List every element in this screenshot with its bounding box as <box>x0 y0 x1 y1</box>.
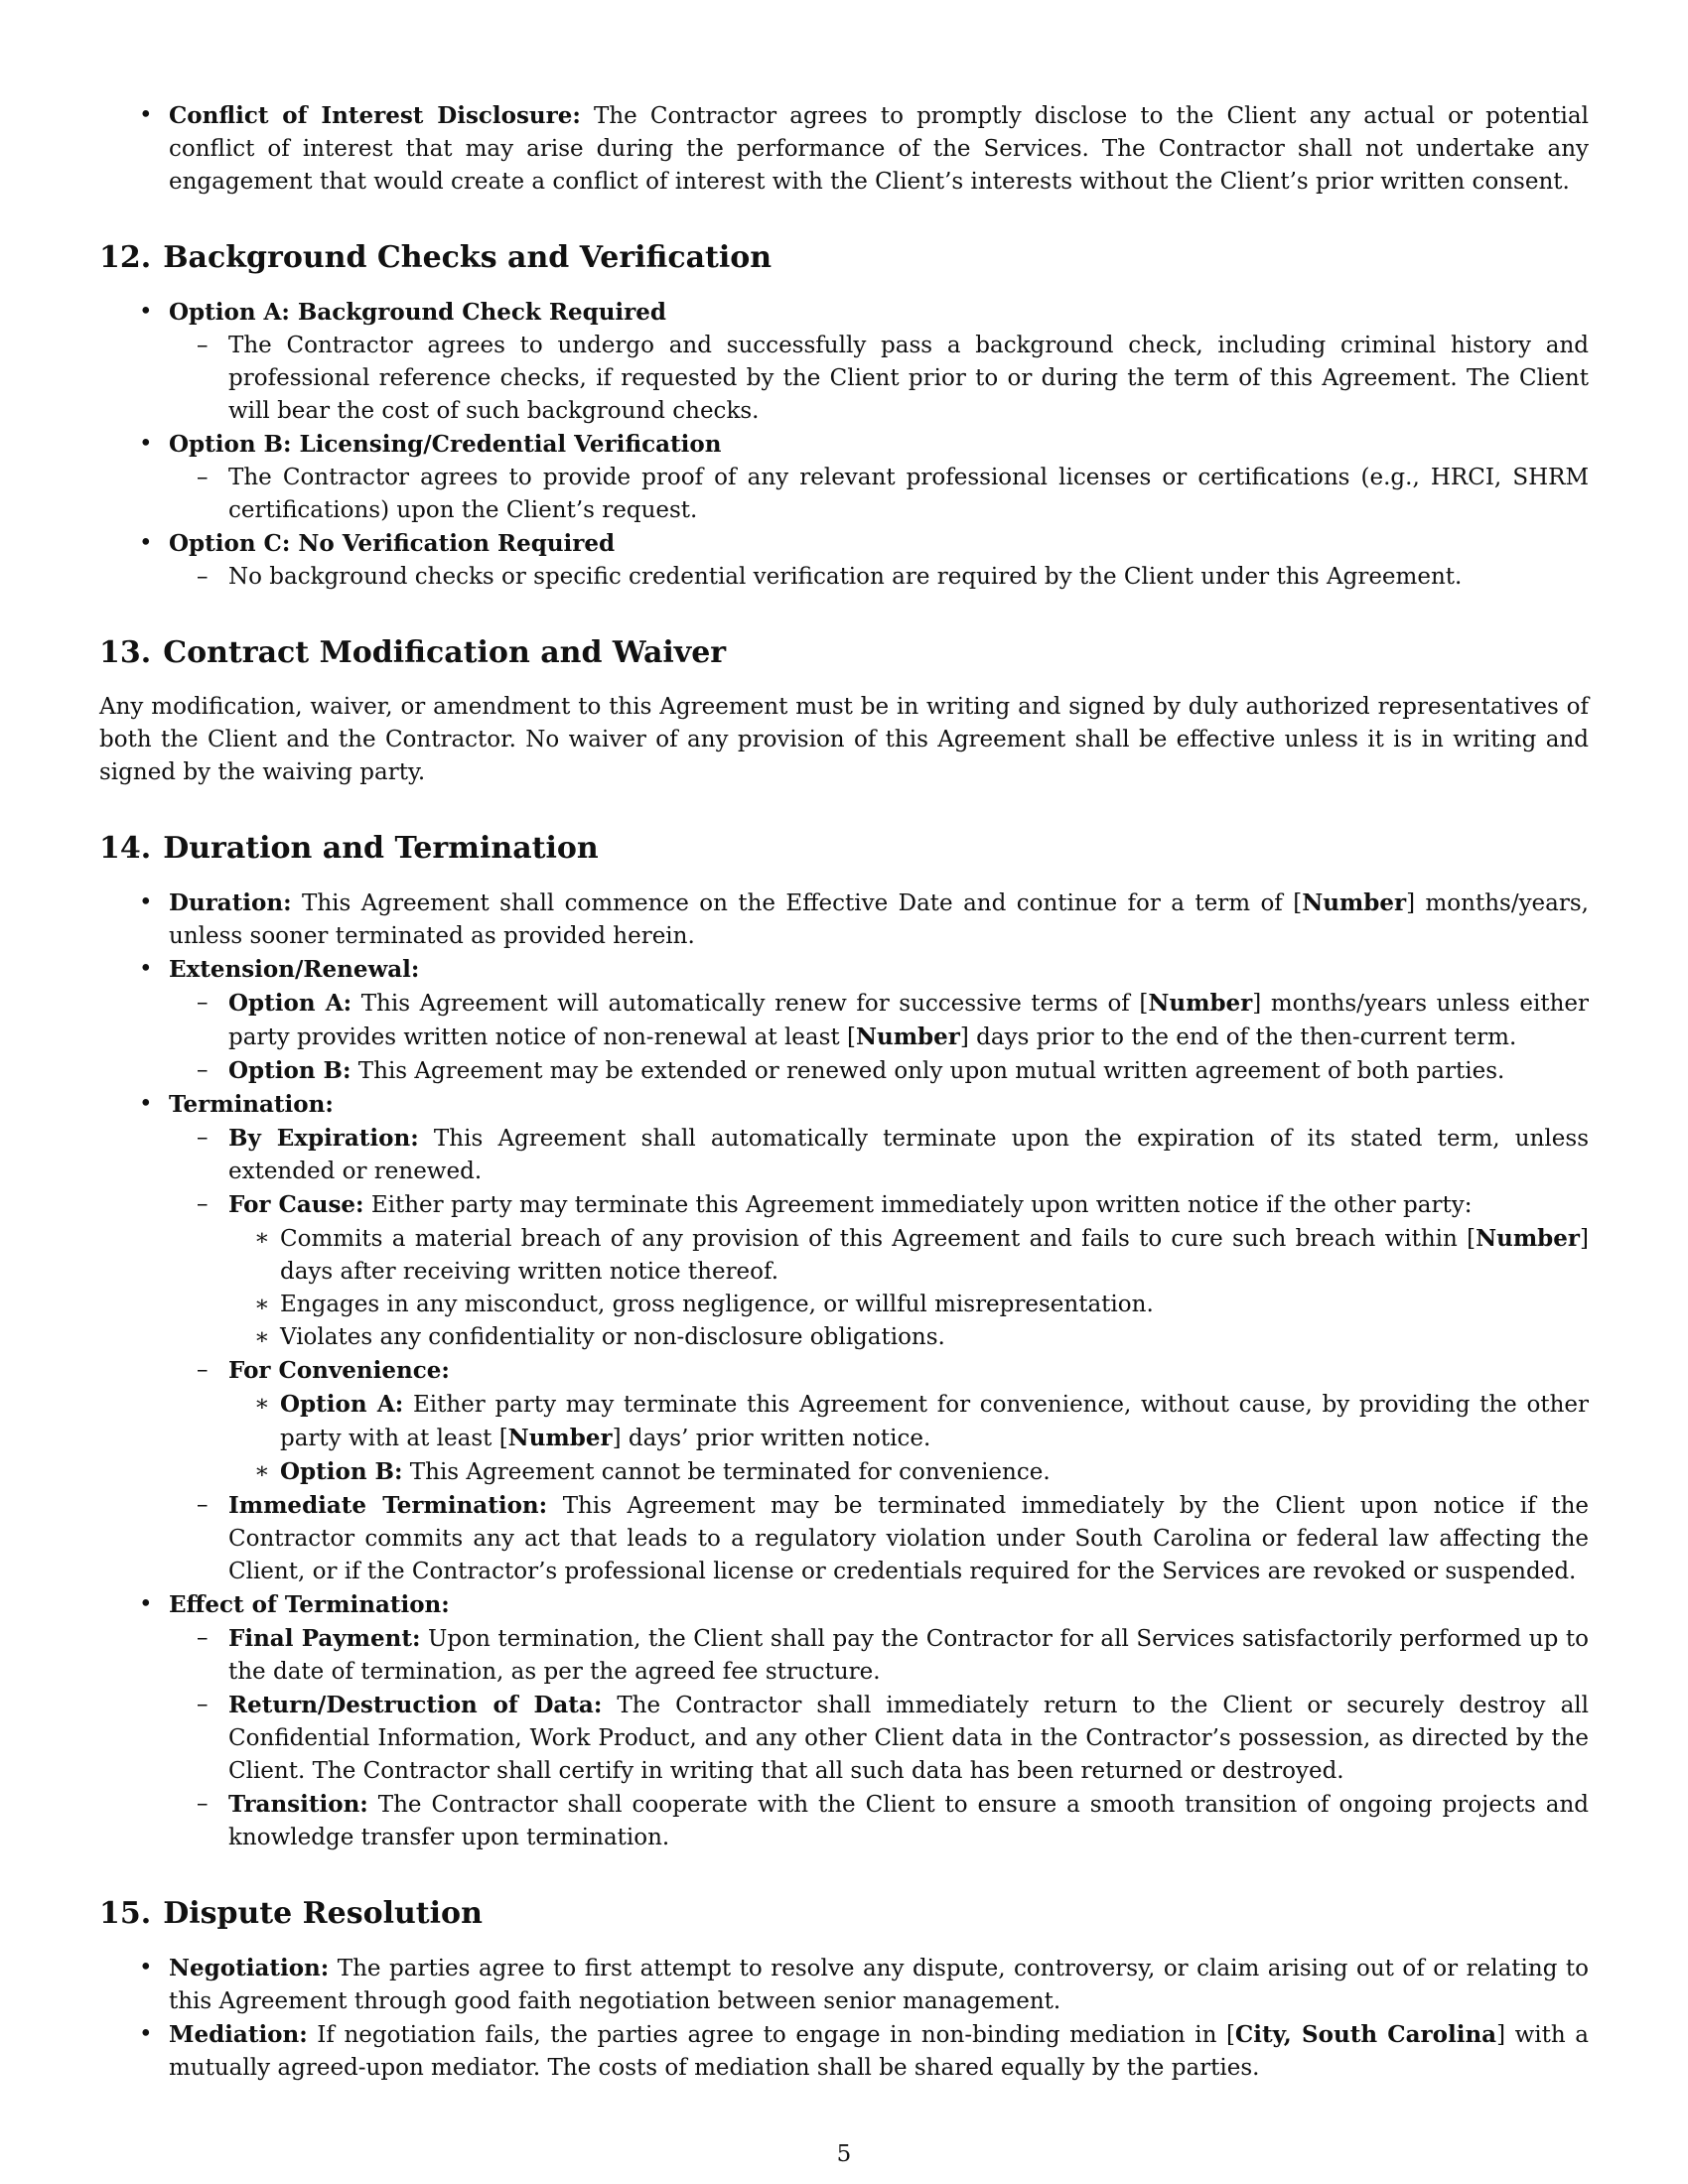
list-item: – Return/Destruction of Data: The Contractor shall immediately return to the Client or securely destroy all Confidential Information, Work Product, and any other Client data in the Contractor’s possession, as directed by the Client. The Contractor shall certify in writing that all such data has been returned or destroyed. <box>197 1692 1589 1784</box>
list-item: – Transition: The Contractor shall cooperate with the Client to ensure a smooth transition of ongoing projects and knowledge transfer upon termination. <box>197 1791 1589 1850</box>
list-item: – Final Payment: Upon termination, the Client shall pay the Contractor for all Services satisfactorily performed up to the date of termination, as per the agreed fee structure. <box>197 1625 1589 1685</box>
list-item: • Option C: No Verification Required – No background checks or specific credential verification are required by the Client under this Agreement. <box>99 527 1589 594</box>
list-item: ∗ Engages in any misconduct, gross negligence, or willful misrepresentation. <box>254 1292 1154 1317</box>
section-heading-13: 13. Contract Modification and Waiver <box>99 635 727 670</box>
list-item: • Option A: Background Check Required – The Contractor agrees to undergo and successfully pass a background check, including criminal history and professional reference checks, if requested by the Client prior to or during the term of this Agreement. The Client will bear the cost of such background checks. <box>99 296 1589 428</box>
list-item: • Effect of Termination: – Final Payment: Upon termination, the Client shall pay the Contractor for all Services satisfactorily performed up to the date of termination, as per the agreed fee structure. – Return/Destruction of Data: The Contractor shall immediately return to the Client or securely destroy all Confidential Information, Work Product, and any other Client data in the Contractor’s possession, as directed by the Client. The Contractor shall certify in writing that all such data has been returned or destroyed. – Transition: The Contractor shall cooperate with the Client to ensure a smooth transition of ongoing projects and knowledge transfer upon termination. <box>99 1588 1589 1854</box>
list-item: – For Convenience: ∗ Option A: Either party may terminate this Agreement for convenience, without cause, by providing the other party with at least [Number] days’ prior written notice. ∗ Option B: This Agreement cannot be terminated for convenience. <box>169 1354 1589 1489</box>
intro-list <box>99 99 1589 199</box>
list-item: ∗ Commits a material breach of any provision of this Agreement and fails to cure such breach within [Number] days after receiving written notice thereof. <box>254 1225 1589 1285</box>
list-item: • Extension/Renewal: – Option A: This Agreement will automatically renew for successive terms of [Number] months/years unless either party provides written notice of non-renewal at least [Number] days prior to the end of the then-current term. – Option B: This Agreement may be extended or renewed only upon mutual written agreement of both parties. <box>99 953 1589 1088</box>
list-item: ∗ Option B: This Agreement cannot be terminated for convenience. <box>254 1458 1051 1485</box>
list-item: – The Contractor agrees to provide proof of any relevant professional licenses or certifications (e.g., HRCI, SHRM certifications) upon the Client’s request. <box>197 465 1589 523</box>
list-item: ∗ Option A: Either party may terminate this Agreement for convenience, without cause, by providing the other party with at least [Number] days’ prior written notice. <box>254 1391 1589 1451</box>
list-item: • Negotiation: The parties agree to first attempt to resolve any dispute, controversy, or claim arising out of or relating to this Agreement through good faith negotiation between senior management. <box>139 1955 1589 2014</box>
list-item: – The Contractor agrees to undergo and successfully pass a background check, including criminal history and professional reference checks, if requested by the Client prior to or during the term of this Agreement. The Client will bear the cost of such background checks. <box>197 333 1589 424</box>
list-item: – Option A: This Agreement will automatically renew for successive terms of [Number] months/years unless either party provides written notice of non-renewal at least [Number] days prior to the end of the then-current term. <box>197 990 1589 1050</box>
list-item: • Duration: This Agreement shall commence on the Effective Date and continue for a term of [Number] months/years, unless sooner terminated as provided herein. <box>139 889 1589 949</box>
list-item: – Option B: This Agreement may be extended or renewed only upon mutual written agreement of both parties. <box>197 1057 1505 1084</box>
list-item: – Immediate Termination: This Agreement may be terminated immediately by the Client upon notice if the Contractor commits any act that leads to a regulatory violation under South Carolina or federal law affecting the Client, or if the Contractor’s professional license or credentials required for the Services are revoked or suspended. <box>197 1492 1589 1584</box>
list-item: – No background checks or specific credential verification are required by the Client under this Agreement. <box>197 564 1463 590</box>
section-heading-12: 12. Background Checks and Verification <box>99 240 773 275</box>
section-heading-15: 15. Dispute Resolution <box>99 1896 483 1931</box>
list-item: – By Expiration: This Agreement shall automatically terminate upon the expiration of its stated term, unless extended or renewed. <box>197 1125 1590 1184</box>
section-heading-14: 14. Duration and Termination <box>99 831 599 866</box>
section-15-list <box>99 1952 1589 2085</box>
list-item: – For Cause: Either party may terminate this Agreement immediately upon written notice if the other party: ∗ Commits a material breach of any provision of this Agreement and fails to cure such breach within [Number] days after receiving written notice thereof. ∗ Engages in any misconduct, gross negligence, or willful misrepresentation. ∗ Violates any confidentiality or non-disclosure obligations. <box>169 1188 1589 1354</box>
page-number: 5 <box>836 2141 852 2167</box>
section-13-paragraph: Any modification, waiver, or amendment to this Agreement must be in writing and signed by duly authorized representatives of both the Client and the Contractor. No waiver of any provision of this Agreement shall be effective unless it is in writing and signed by the waiving party. <box>99 694 1589 785</box>
document-page <box>99 99 1589 2085</box>
list-item: • Termination: – By Expiration: This Agreement shall automatically terminate upon the expiration of its stated term, unless extended or renewed. – For Cause: Either party may terminate this Agreement immediately upon written notice if the other party: ∗ Commits a material breach of any provision of this Agreement and fails to cure such breach within [Number] days after receiving written notice thereof. ∗ Engages in any misconduct, gross negligence, or willful misrepresentation. ∗ Violates any confidentiality or non-disclosure obligations. – For Convenience: ∗ Option A: Either party may terminate this Agreement for convenience, without cause, by providing the other party with at least [Number] days’ prior written notice. ∗ Option B: This Agreement cannot be terminated for convenience. – Immediate Termination: This Agreement may be terminated immediately by the Client upon notice if the Contractor commits any act that leads to a regulatory violation under South Carolina or federal law affecting the Client, or if the Contractor’s professional license or credentials required for the Services are revoked or suspended. <box>99 1088 1589 1588</box>
section-12-list <box>99 296 1589 594</box>
list-item: • Mediation: If negotiation fails, the parties agree to engage in non-binding mediation in [City, South Carolina] with a mutually agreed-upon mediator. The costs of mediation shall be shared equally by the parties. <box>139 2021 1589 2081</box>
item-label: Conflict of Interest Disclosure: <box>169 102 581 129</box>
list-item: • Conflict of Interest Disclosure: The Contractor agrees to promptly disclose to the Client any actual or potential conflict of interest that may arise during the performance of the Services. The Contractor shall not undertake any engagement that would create a conflict of interest with the Client’s interests without the Client’s prior written consent. <box>139 102 1589 195</box>
section-14-list <box>99 887 1589 1854</box>
list-item: • Option B: Licensing/Credential Verification – The Contractor agrees to provide proof of any relevant professional licenses or certifications (e.g., HRCI, SHRM certifications) upon the Client’s request. <box>99 428 1589 527</box>
list-item: ∗ Violates any confidentiality or non-disclosure obligations. <box>254 1324 945 1350</box>
